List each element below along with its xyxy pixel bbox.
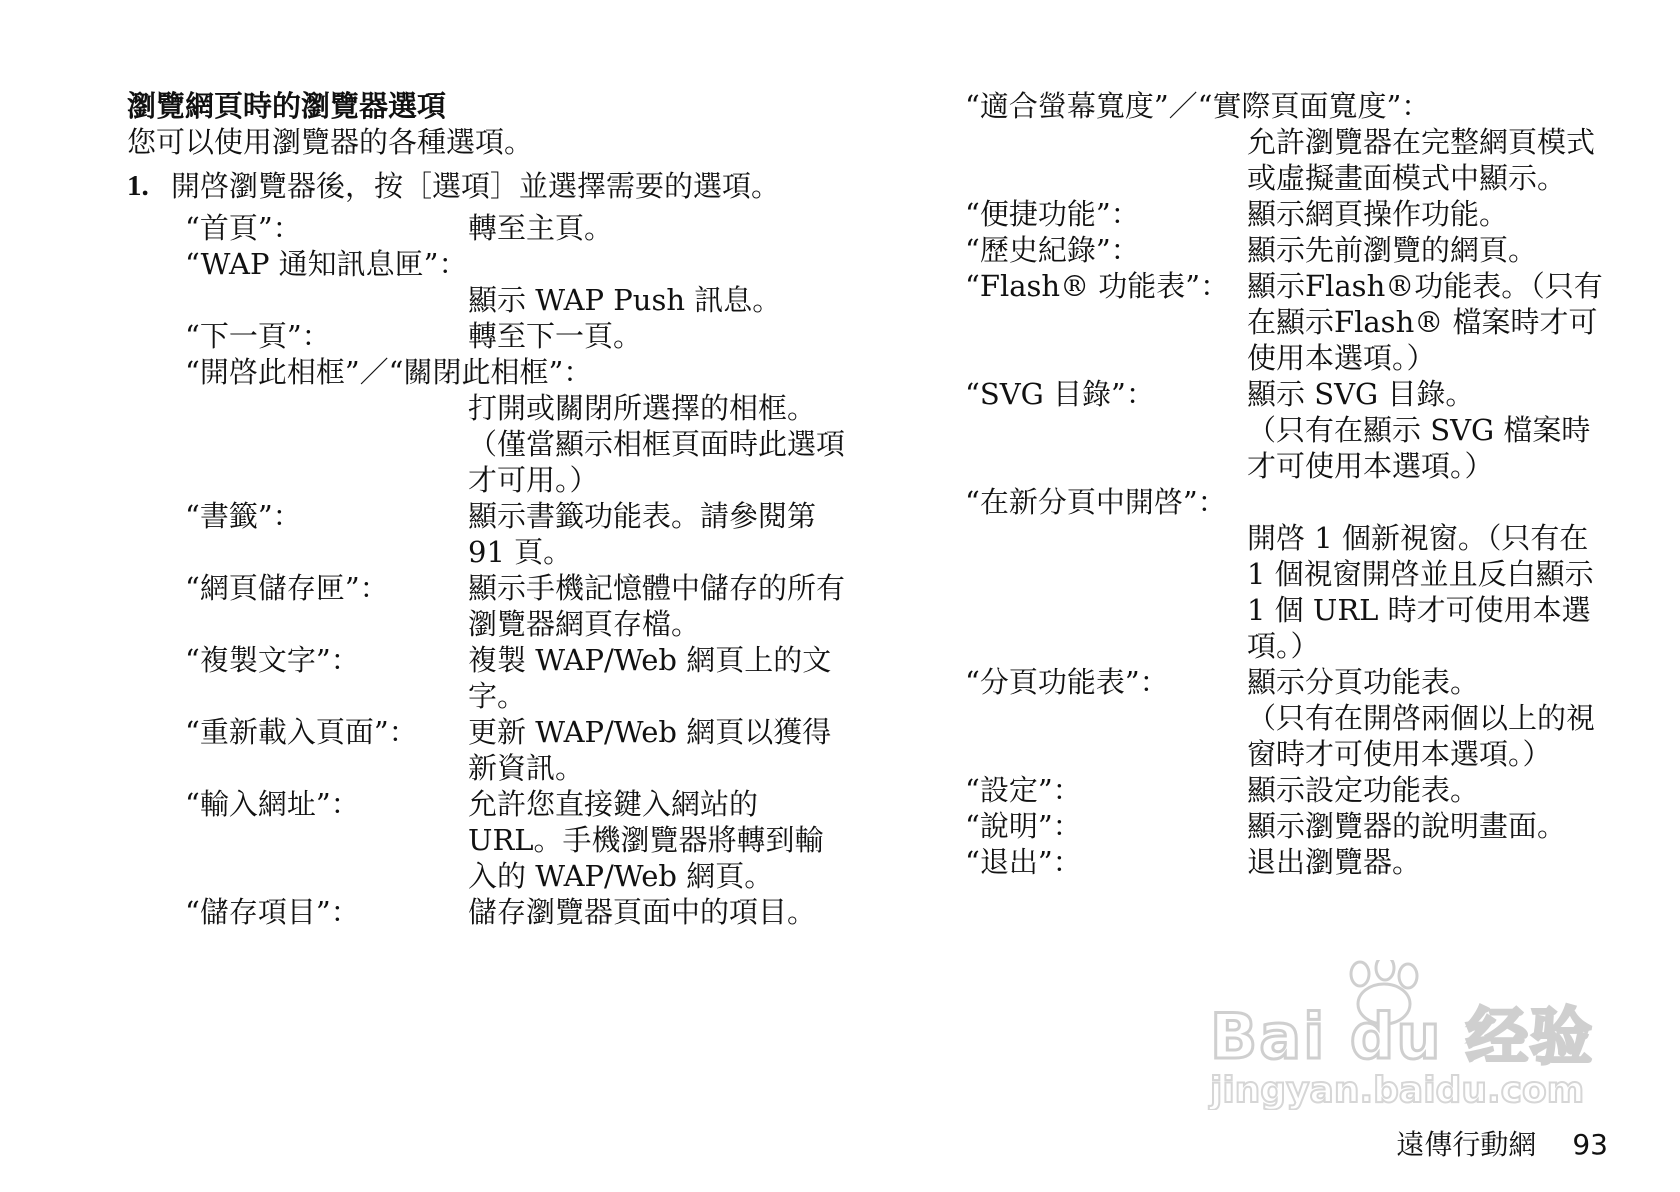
- option-bookmarks: [185, 498, 847, 570]
- option-label: “下一頁”：: [185, 319, 331, 353]
- option-desc: 顯示Flash®功能表。（只有在顯示Flash® 檔案時才可使用本選項。）: [1247, 269, 1603, 375]
- option-wap-inbox: [185, 246, 847, 318]
- option-label: “開啓此相框”／“關閉此相框”：: [185, 355, 593, 389]
- option-save-items: [185, 894, 847, 930]
- intro-text: 您可以使用瀏覽器的各種選項。: [127, 125, 534, 159]
- step-1: [127, 168, 847, 204]
- option-desc: 顯示設定功能表。: [1247, 773, 1480, 807]
- option-quick-functions: [965, 196, 1615, 232]
- option-history: [965, 232, 1615, 268]
- option-label: “歷史紀錄”：: [965, 233, 1140, 267]
- option-desc: 開啓 1 個新視窗。（只有在 1 個視窗開啓並且反白顯示 1 個 URL 時才可使用本選項。）: [1247, 521, 1594, 663]
- option-desc: 複製 WAP/Web 網頁上的文字。: [468, 643, 832, 713]
- option-reload: [185, 714, 847, 786]
- option-desc: 顯示書籤功能表。請參閱第 91 頁。: [468, 499, 817, 569]
- option-open-close-frame: [185, 354, 847, 498]
- option-desc: 顯示手機記憶體中儲存的所有瀏覽器網頁存檔。: [468, 571, 846, 641]
- option-note: （只有在顯示 SVG 檔案時才可使用本選項。）: [1247, 413, 1591, 483]
- option-desc: 打開或關閉所選擇的相框。: [468, 391, 817, 425]
- option-note: （僅當顯示相框頁面時此選項才可用。）: [468, 427, 846, 497]
- option-label: “說明”：: [965, 809, 1082, 843]
- option-desc-block: [1247, 376, 1615, 484]
- option-label: “適合螢幕寬度”／“實際頁面寬度”：: [965, 89, 1431, 123]
- option-label: “重新載入頁面”：: [185, 715, 418, 749]
- option-label: “在新分頁中開啓”：: [965, 485, 1227, 519]
- left-option-list: [185, 210, 847, 930]
- option-label: “書籤”：: [185, 499, 302, 533]
- option-desc: 顯示分頁功能表。: [1247, 665, 1480, 699]
- option-label: “Flash® 功能表”：: [965, 269, 1230, 303]
- option-label: “退出”：: [965, 845, 1082, 879]
- option-desc: 允許您直接鍵入網站的 URL。手機瀏覽器將轉到輸入的 WAP/Web 網頁。: [468, 787, 824, 893]
- option-svg-list: [965, 376, 1615, 484]
- option-exit: [965, 844, 1615, 880]
- option-desc: 轉至主頁。: [468, 211, 614, 245]
- option-flash-menu: [965, 268, 1615, 376]
- option-desc-block: [468, 390, 847, 498]
- option-desc: 顯示 SVG 目錄。: [1247, 377, 1475, 411]
- right-option-list: [965, 88, 1615, 880]
- option-desc: 顯示 WAP Push 訊息。: [468, 283, 782, 317]
- option-label: “網頁儲存匣”：: [185, 571, 389, 605]
- option-desc: 儲存瀏覽器頁面中的項目。: [468, 895, 817, 929]
- page-footer: [1396, 1128, 1608, 1162]
- section-heading: 瀏覽網頁時的瀏覽器選項: [127, 89, 447, 123]
- option-desc-block: [1247, 664, 1615, 772]
- option-label: “首頁”：: [185, 211, 302, 245]
- option-saved-pages: [185, 570, 847, 642]
- step-text: 開啓瀏覽器後，按［選項］並選擇需要的選項。: [171, 169, 781, 203]
- option-label: “SVG 目錄”：: [965, 377, 1155, 411]
- option-home: [185, 210, 847, 246]
- option-desc: 顯示先前瀏覽的網頁。: [1247, 233, 1538, 267]
- option-desc: 顯示瀏覽器的說明畫面。: [1247, 809, 1567, 843]
- option-tab-menu: [965, 664, 1615, 772]
- option-open-new-tab: [965, 484, 1615, 664]
- right-column: [965, 88, 1615, 880]
- option-copy-text: [185, 642, 847, 714]
- option-desc: 顯示網頁操作功能。: [1247, 197, 1509, 231]
- option-settings: [965, 772, 1615, 808]
- watermark-brand: Bai du 经验: [1210, 1000, 1595, 1073]
- option-desc: 轉至下一頁。: [468, 319, 643, 353]
- option-next-page: [185, 318, 847, 354]
- option-label: “複製文字”：: [185, 643, 360, 677]
- watermark-url: jingyan.baidu.com: [1210, 1070, 1585, 1110]
- option-label: “WAP 通知訊息匣”：: [185, 247, 468, 281]
- option-desc: 更新 WAP/Web 網頁以獲得新資訊。: [468, 715, 832, 785]
- baidu-jingyan-watermark: [1200, 960, 1600, 1110]
- option-desc: 退出瀏覽器。: [1247, 845, 1422, 879]
- option-note: （只有在開啓兩個以上的視窗時才可使用本選項。）: [1247, 701, 1596, 771]
- step-number: 1.: [127, 170, 149, 202]
- option-label: “儲存項目”：: [185, 895, 360, 929]
- option-desc: 允許瀏覽器在完整網頁模式或虛擬畫面模式中顯示。: [1247, 125, 1596, 195]
- option-label: “設定”：: [965, 773, 1082, 807]
- option-label: “便捷功能”：: [965, 197, 1140, 231]
- option-label: “分頁功能表”：: [965, 665, 1169, 699]
- footer-section-title: 遠傳行動網: [1396, 1128, 1537, 1161]
- option-label: “輸入網址”：: [185, 787, 360, 821]
- left-column: [127, 88, 847, 930]
- page-number: 93: [1572, 1128, 1608, 1161]
- option-help: [965, 808, 1615, 844]
- option-fit-width: [965, 88, 1615, 196]
- option-enter-url: [185, 786, 847, 894]
